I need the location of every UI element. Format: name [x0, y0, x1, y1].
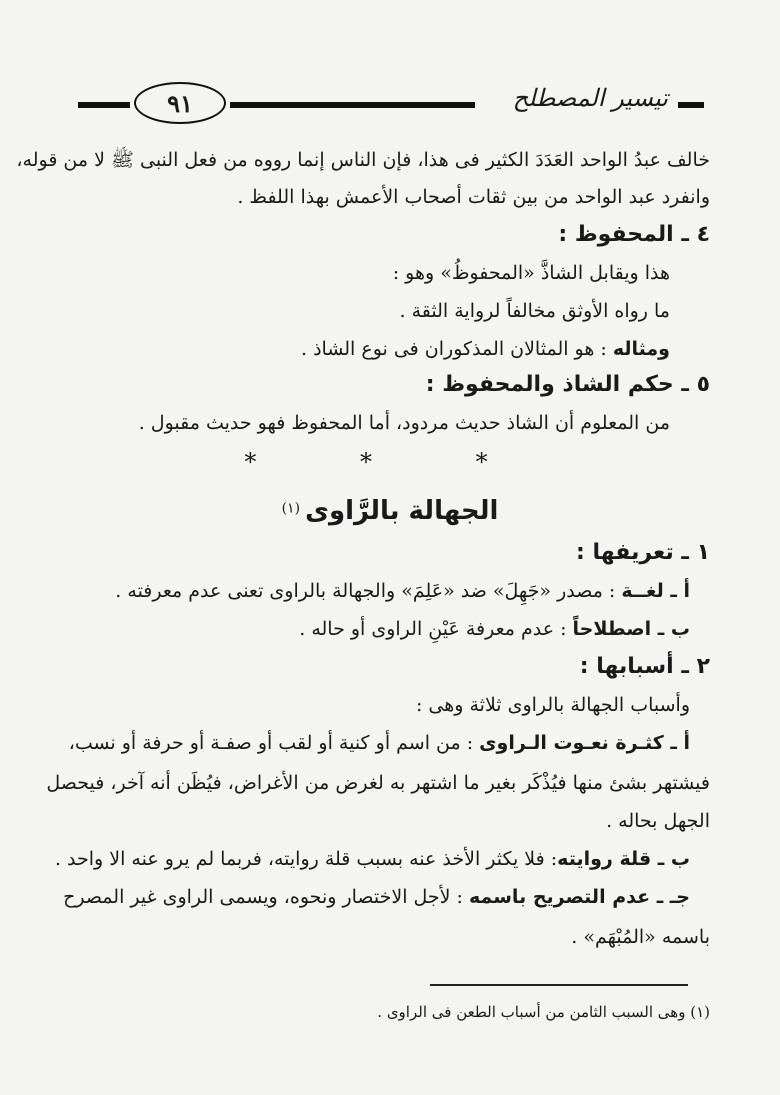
text-line: هذا ويقابل الشاذَّ «المحفوظُ» وهو :: [392, 262, 670, 284]
text-line: [70, 732, 690, 754]
page-number: ٩١: [134, 82, 226, 124]
book-title: تيسير المصطلح: [512, 84, 668, 112]
header-rule-right: [678, 102, 704, 108]
text-line: باسمه «المُبْهَم» .: [571, 926, 710, 948]
section-heading: ٤ ـ المحفوظ :: [558, 222, 710, 247]
header-rule-left: [78, 102, 130, 108]
text-line: [50, 580, 690, 602]
text-line: خالف عبدُ الواحد العَدَدَ الكثير فى هذا، فإن الناس إنما رووه من فعل النبى ﷺ لا من قوله،: [16, 149, 710, 171]
page-header: [78, 80, 704, 130]
item-label: ب ـ اصطلاحاً: [572, 618, 690, 640]
separator-stars: * * *: [244, 448, 536, 476]
item-label: ب ـ قلة روايته: [557, 848, 690, 870]
chapter-title: [0, 496, 780, 526]
text-line: وأسباب الجهالة بالراوى ثلاثة وهى :: [415, 694, 690, 716]
section-heading: ٥ ـ حكم الشاذ والمحفوظ :: [425, 372, 710, 397]
footnote-ref: (١): [281, 500, 301, 517]
footnote: (١) وهى السبب الثامن من أسباب الطعن فى الراوى .: [377, 1003, 710, 1021]
item-text: : عدم معرفة عَيْنِ الراوى أو حاله .: [299, 618, 573, 640]
item-text: : لأجل الاختصار ونحوه، ويسمى الراوى غير المصرح: [63, 886, 469, 908]
section-heading: ١ ـ تعريفها :: [576, 540, 710, 565]
text-line: [50, 848, 690, 870]
item-text: : مصدر «جَهِلَ» ضد «عَلِمَ» والجهالة بالراوى تعنى عدم معرفته .: [115, 580, 622, 602]
example-label: ومثاله: [612, 338, 670, 360]
section-heading: ٢ ـ أسبابها :: [579, 654, 710, 679]
example-text: : هو المثالان المذكوران فى نوع الشاذ .: [300, 338, 613, 360]
text-line: وانفرد عبد الواحد من بين ثقات أصحاب الأعمش بهذا اللفظ .: [237, 186, 710, 208]
item-label: أ ـ كثـرة نعـوت الـراوى: [479, 732, 690, 754]
text-line: من المعلوم أن الشاذ حديث مردود، أما المحفوظ فهو حديث مقبول .: [138, 412, 670, 434]
item-label: جـ ـ عدم التصريح باسمه: [468, 886, 690, 908]
chapter-title-text: الجهالة بالرَّاوى: [305, 496, 499, 526]
text-line: [50, 886, 690, 908]
text-line: الجهل بحاله .: [606, 810, 710, 832]
item-text: : فلا يكثر الأخذ عنه بسبب قلة روايته، فربما لم يرو عنه الا واحد .: [54, 848, 558, 870]
text-line: [50, 618, 690, 640]
item-text: : من اسم أو كنية أو لقب أو صفـة أو حرفة أو نسب،: [68, 732, 480, 754]
text-line: فيشتهر بشئ منها فيُذْكَر بغير ما اشتهر به لغرض من الأغراض، فيُظَن أنه آخر، فيحصل: [46, 772, 710, 794]
text-line: [30, 338, 670, 360]
item-label: أ ـ لغــة: [621, 580, 690, 602]
header-rule-middle: [230, 102, 475, 108]
text-line: ما رواه الأوثق مخالفاً لرواية الثقة .: [399, 300, 670, 322]
footnote-rule: [430, 984, 688, 986]
